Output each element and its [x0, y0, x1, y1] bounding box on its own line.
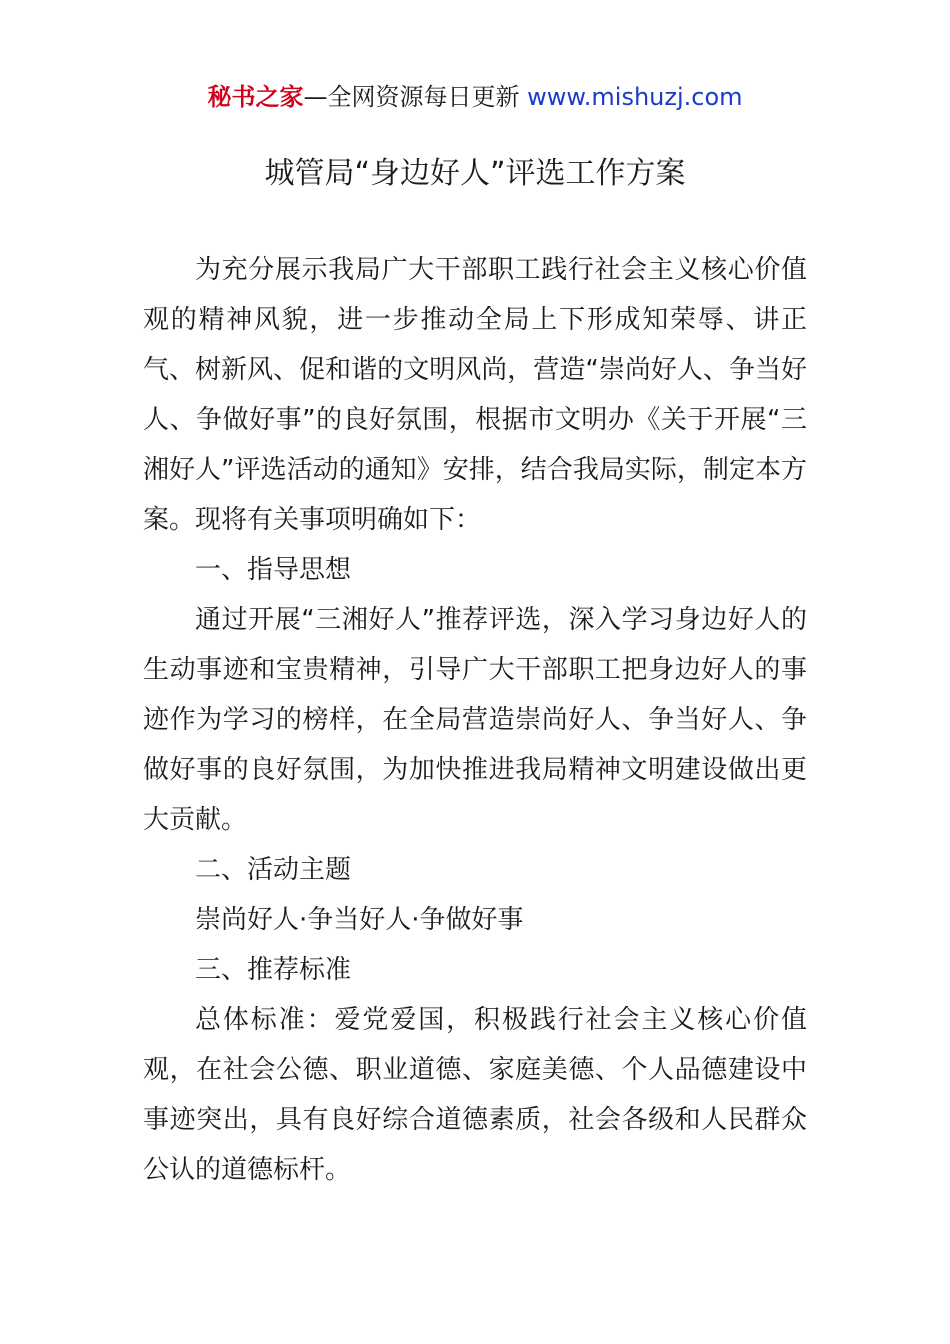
section-heading-activity-theme: 二、活动主题 — [195, 855, 352, 885]
section-heading-recommendation-criteria: 三、推荐标准 — [195, 955, 352, 985]
intro-paragraph: 为充分展示我局广大干部职工践行社会主义核心价值观的精神风貌，进一步推动全局上下形成知荣辱、讲正气、树新风、促和谐的文明风尚，营造“崇尚好人、争当好人、争做好事”的良好氛围，根据市文明办《关于开展“三湘好人”评选活动的通知》安排，结合我局实际，制定本方案。现将有关事项明确如下： — [143, 255, 807, 535]
site-header — [0, 80, 950, 114]
brand-name: 秘书之家 — [207, 83, 304, 111]
general-criteria-paragraph: 总体标准：爱党爱国，积极践行社会主义核心价值观，在社会公德、职业道德、家庭美德、个人品德建设中事迹突出，具有良好综合道德素质，社会各级和人民群众公认的道德标杆。 — [143, 1005, 807, 1185]
document-body — [143, 245, 807, 1195]
guiding-ideology-paragraph: 通过开展“三湘好人”推荐评选，深入学习身边好人的生动事迹和宝贵精神，引导广大干部职工把身边好人的事迹作为学习的榜样，在全局营造崇尚好人、争当好人、争做好事的良好氛围，为加快推进我局精神文明建设做出更大贡献。 — [143, 605, 807, 835]
section-heading-guiding-ideology: 一、指导思想 — [195, 555, 352, 585]
document-title: 城管局“身边好人”评选工作方案 — [264, 156, 686, 191]
header-tagline: —全网资源每日更新 — [303, 83, 528, 111]
site-url-link[interactable]: www.mishuzj.com — [527, 83, 743, 111]
activity-theme-text: 崇尚好人·争当好人·争做好事 — [195, 905, 524, 935]
